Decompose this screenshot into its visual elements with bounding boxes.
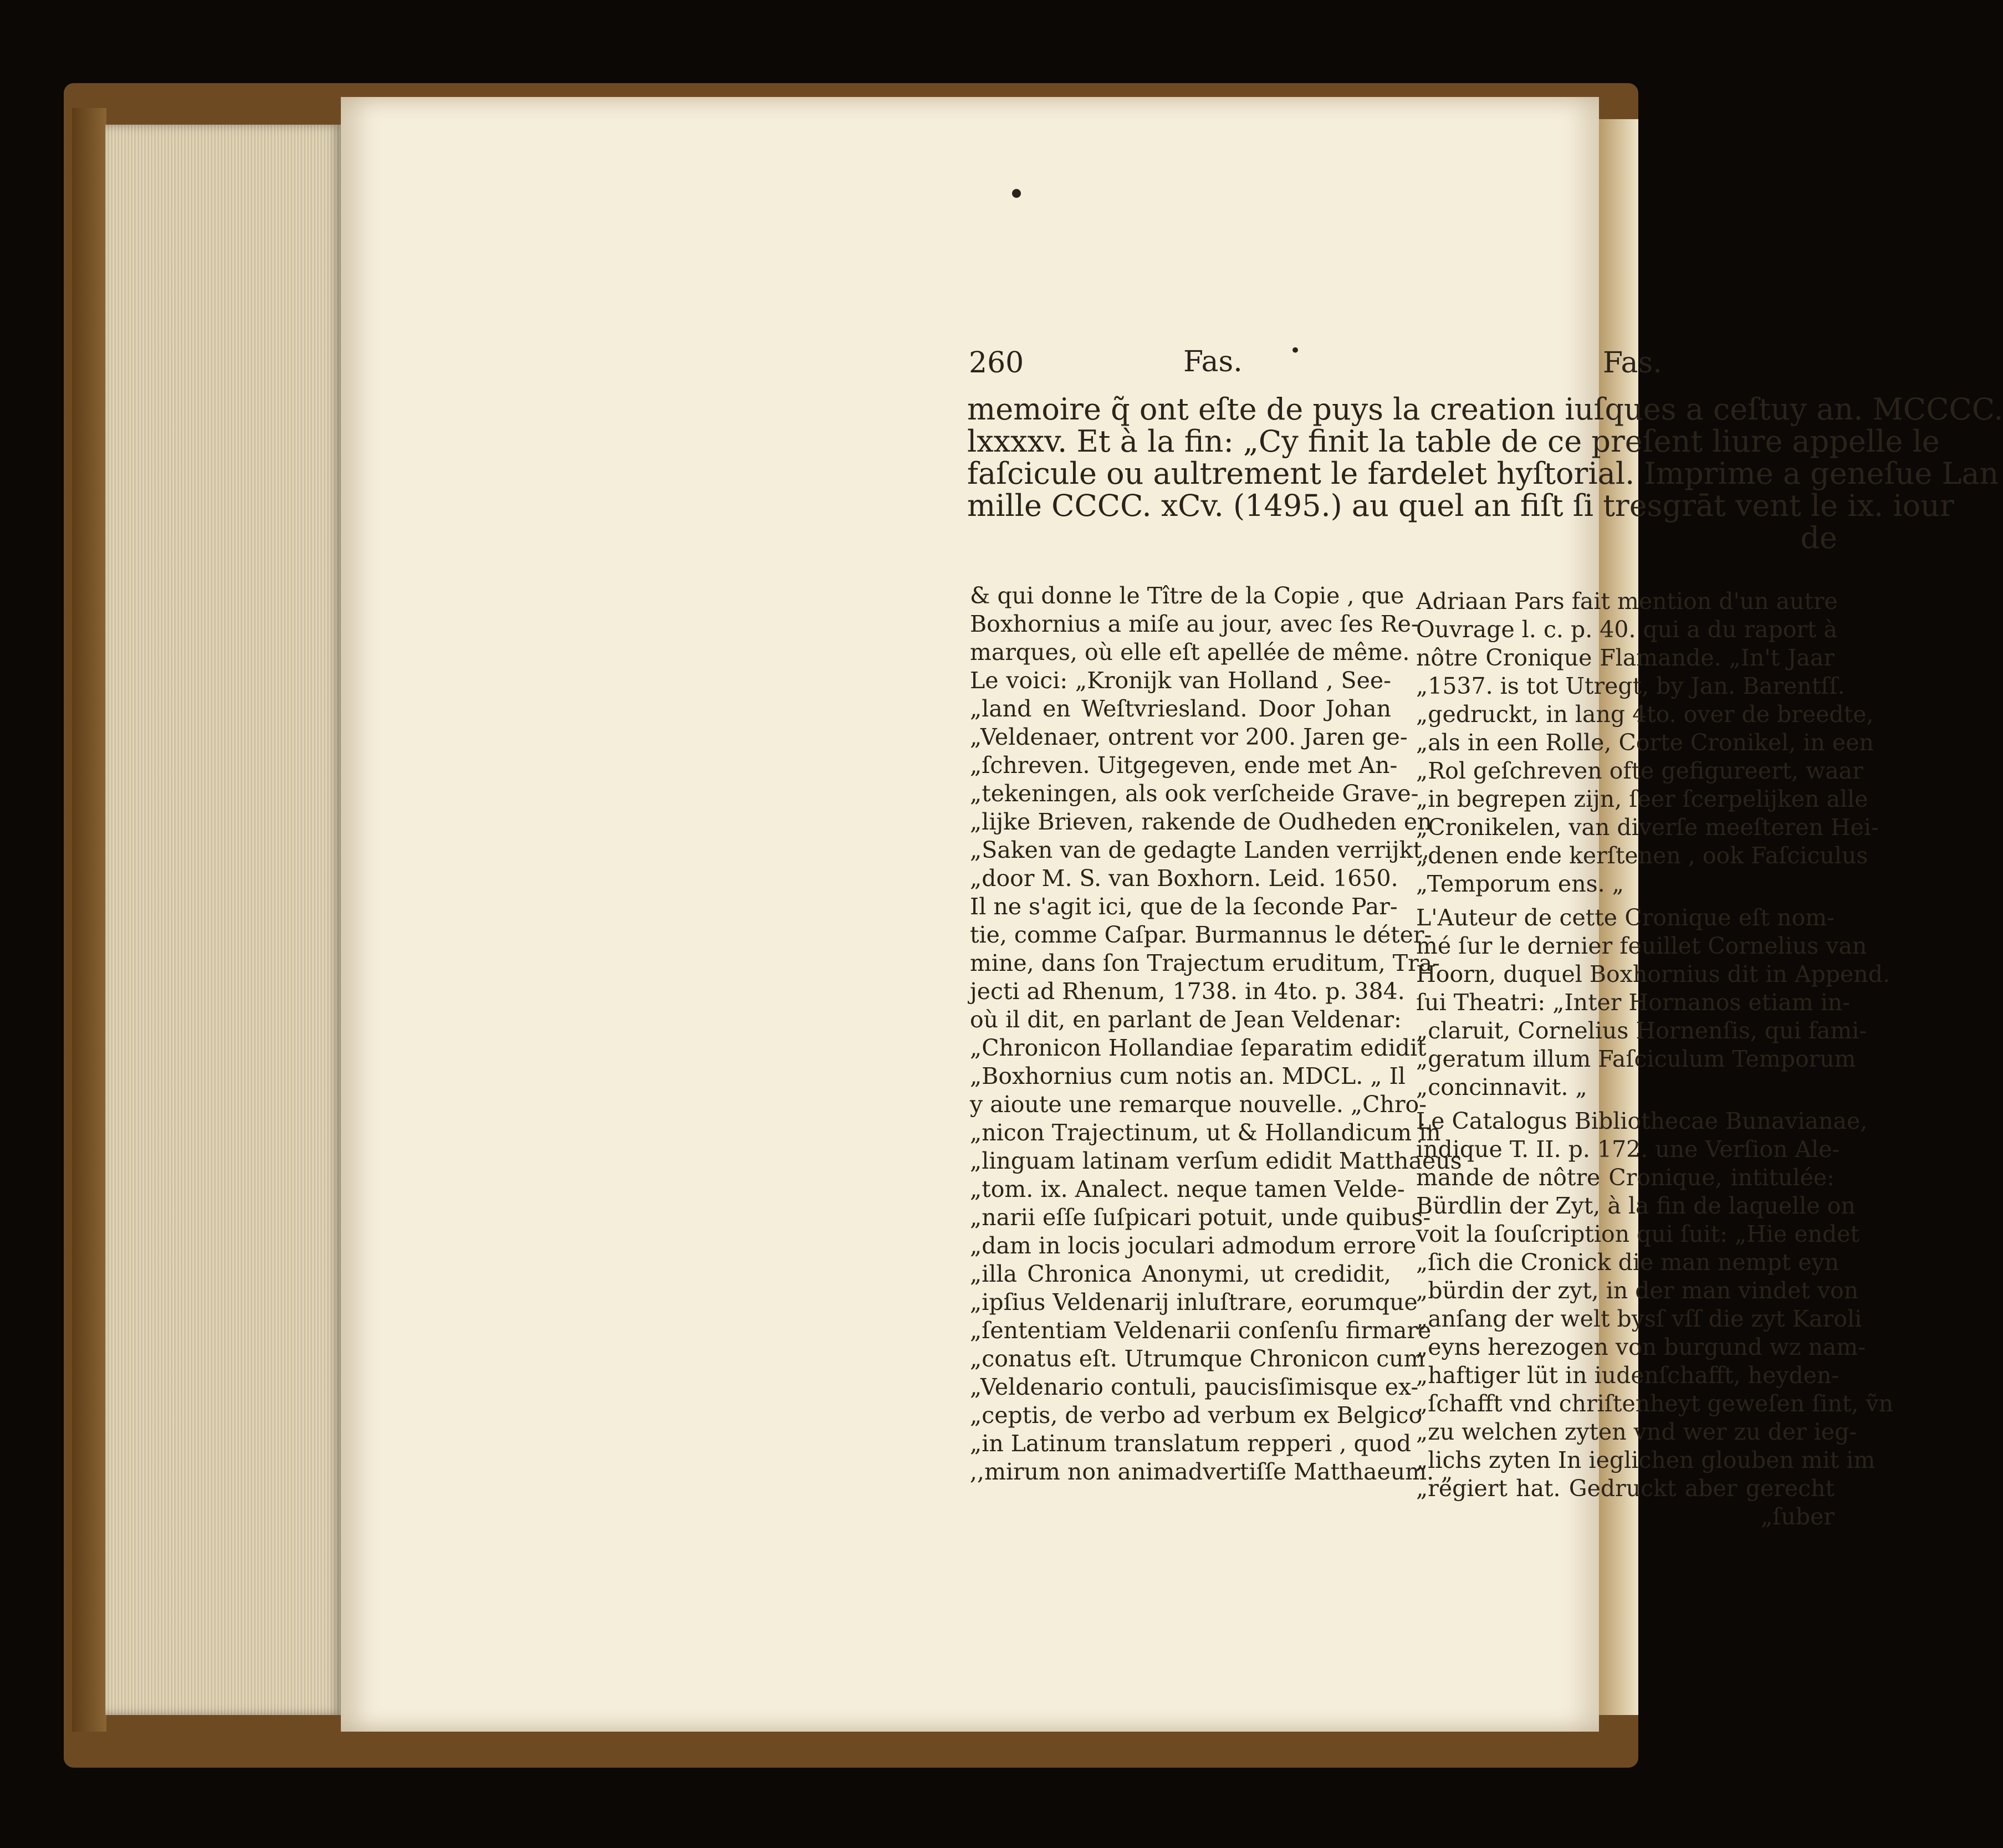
text-line: ,,mirum non animadvertiſſe Matthaeum. „ — [970, 1458, 1453, 1485]
text-line: „conatus eſt. Utrumque Chronicon cum — [970, 1345, 1425, 1372]
text-line: „illa Chronica Anonymi, ut credidit, — [970, 1261, 1391, 1287]
text-line: „Veldenaer, ontrent vor 200. Jaren ge- — [970, 724, 1408, 750]
book-spine-edge — [72, 108, 106, 1732]
text-line: „Veldenario contuli, paucisſimisque ex- — [970, 1374, 1419, 1400]
intro-paragraph — [967, 392, 2003, 555]
paragraph-adriaan-pars — [1416, 587, 1879, 898]
text-line: „tekeningen, als ook verſcheide Grave- — [970, 780, 1419, 807]
text-line: „Temporum ens. „ — [1416, 871, 1624, 897]
intro-catchword: de — [1800, 520, 1837, 555]
text-line: Le voici: „Kronijk van Holland , See- — [970, 667, 1391, 694]
text-line: „concinnavit. „ — [1416, 1074, 1587, 1100]
text-line: „1537. is tot Utregt, by Jan. Barentſſ. — [1416, 673, 1845, 699]
text-line: „haftiger lüt in iudenſchafft, heyden- — [1416, 1362, 1840, 1389]
running-head-left: Fas. — [1183, 345, 1243, 378]
running-head-right: Fas. — [1603, 346, 1662, 380]
text-line: jecti ad Rhenum, 1738. in 4to. p. 384. — [970, 978, 1405, 1005]
text-line: mé ſur le dernier feuillet Cornelius van — [1416, 933, 1867, 959]
text-line: „zu welchen zyten vnd wer zu der ieg- — [1416, 1419, 1857, 1445]
text-line: Boxhornius a miſe au jour, avec ſes Re- — [970, 611, 1419, 637]
text-line: mine, dans ſon Trajectum eruditum, Tra- — [970, 950, 1440, 976]
book-page — [341, 97, 2003, 1732]
text-line: „regiert hat. Gedruckt aber gerecht — [1416, 1475, 1835, 1502]
text-line: „lichs zyten In ieglichen glouben mit im — [1416, 1447, 1876, 1473]
text-line: Il ne s'agit ici, que de la ſeconde Par- — [970, 893, 1398, 920]
text-line: „Boxhornius cum notis an. MDCL. „ Il — [970, 1063, 1406, 1089]
catchword: „ſuber — [1761, 1503, 1835, 1530]
text-line: Ouvrage l. c. p. 40. qui a du raport à — [1416, 616, 1838, 643]
intro-line: faſcicule ou aultrement le fardelet hyſtorial. Imprime a geneſue Lan — [967, 456, 1999, 491]
text-line: „door M. S. van Boxhorn. Leid. 1650. — [970, 865, 1398, 892]
text-line: „ſententiam Veldenarii conſenſu firmare — [970, 1317, 1432, 1344]
text-line: „bürdin der zyt, in der man vindet von — [1416, 1277, 1859, 1304]
right-column — [1416, 582, 1893, 1531]
text-line: „Cronikelen, van diverſe meeſteren Hei- — [1416, 814, 1879, 841]
text-line: „denen ende kerſtenen , ook Faſciculus — [1416, 842, 1868, 869]
text-line: L'Auteur de cette Cronique eſt nom- — [1416, 904, 1835, 931]
text-line: „ſchafft vnd chriſtenheyt geweſen ſint, ṽn — [1416, 1390, 1893, 1417]
ink-mark — [1012, 189, 1021, 198]
text-line: „dam in locis joculari admodum errore — [970, 1232, 1417, 1259]
text-line: „anſang der welt bysſ vſſ die zyt Karoli — [1416, 1306, 1862, 1332]
paragraph-auteur — [1416, 904, 1890, 1102]
running-head-dot: • — [1290, 340, 1301, 362]
text-line: „eyns herezogen von burgund wz nam- — [1416, 1334, 1866, 1360]
text-line: „ſchreven. Uitgegeven, ende met An- — [970, 752, 1398, 779]
text-line: nôtre Cronique Flamande. „In't Jaar — [1416, 644, 1835, 671]
text-line: „ipſius Veldenarij inluſtrare, eorumque — [970, 1289, 1418, 1315]
text-line: tie, comme Caſpar. Burmannus le déter- — [970, 922, 1432, 948]
text-line: „gedruckt, in lang 4to. over de breedte, — [1416, 701, 1874, 728]
text-line: „Rol geſchreven ofte gefigureert, waar — [1416, 757, 1863, 784]
intro-line: memoire q̃ ont eſte de puys la creation iuſques a ceſtuy an. MCCCC. — [967, 392, 2003, 427]
text-line: Hoorn, duquel Boxhornius dit in Append. — [1416, 961, 1890, 987]
left-column — [970, 582, 1462, 1486]
paragraph-catalogus — [1416, 1107, 1893, 1503]
text-line: „Chronicon Hollandiae ſeparatim edidit — [970, 1035, 1427, 1061]
text-line: & qui donne le Tître de la Copie , que — [970, 582, 1404, 609]
page-stack — [105, 125, 341, 1715]
text-line: „geratum illum Faſciculum Temporum — [1416, 1046, 1856, 1072]
text-line: „in begrepen zijn, ſeer ſcerpelijken alle — [1416, 786, 1868, 812]
text-line: indique T. II. p. 172. une Verſion Ale- — [1416, 1136, 1840, 1163]
text-line: „linguam latinam verſum edidit Matthaeus — [970, 1148, 1462, 1174]
text-line: „ceptis, de verbo ad verbum ex Belgico — [970, 1402, 1423, 1429]
text-line: ſui Theatri: „Inter Hornanos etiam in- — [1416, 989, 1851, 1016]
text-line: y aioute une remarque nouvelle. „Chro- — [970, 1091, 1427, 1118]
intro-line: mille CCCC. xCv. (1495.) au quel an fiſt ſi tresgrāt vent le ix. iour — [967, 488, 1954, 523]
text-line: „land en Weſtvriesland. Door Johan — [970, 695, 1391, 722]
text-line: Bürdlin der Zyt, à la fin de laquelle on — [1416, 1192, 1856, 1219]
text-line: „in Latinum translatum repperi , quod — [970, 1430, 1412, 1457]
text-line: „ſich die Cronick die man nempt eyn — [1416, 1249, 1840, 1276]
text-line: „nicon Trajectinum, ut & Hollandicum in — [970, 1119, 1441, 1146]
intro-line: lxxxxv. Et à la fin: „Cy finit la table de ce preſent liure appelle le — [967, 424, 1940, 459]
text-line: voit la ſouſcription qui ſuit: „Hie endet — [1416, 1221, 1860, 1247]
text-line: où il dit, en parlant de Jean Veldenar: — [970, 1006, 1402, 1033]
text-line: mande de nôtre Cronique, intitulée: — [1416, 1164, 1835, 1191]
text-line: „lijke Brieven, rakende de Oudheden en — [970, 808, 1432, 835]
text-line: „Saken van de gedagte Landen verrijkt, — [970, 837, 1429, 863]
text-line: „narii eſſe ſuſpicari potuit, unde quibus- — [970, 1204, 1431, 1231]
text-line: marques, où elle eſt apellée de même. — [970, 639, 1410, 666]
text-line: „tom. ix. Analect. neque tamen Velde- — [970, 1176, 1405, 1202]
text-line: „als in een Rolle, Corte Cronikel, in een — [1416, 729, 1874, 756]
page-number: 260 — [969, 346, 1024, 380]
text-line: Adriaan Pars fait mention d'un autre — [1416, 588, 1838, 615]
text-line: Le Catalogus Bibliothecae Bunavianae, — [1416, 1108, 1868, 1134]
text-line: „claruit, Cornelius Hornenſis, qui fami- — [1416, 1017, 1867, 1044]
